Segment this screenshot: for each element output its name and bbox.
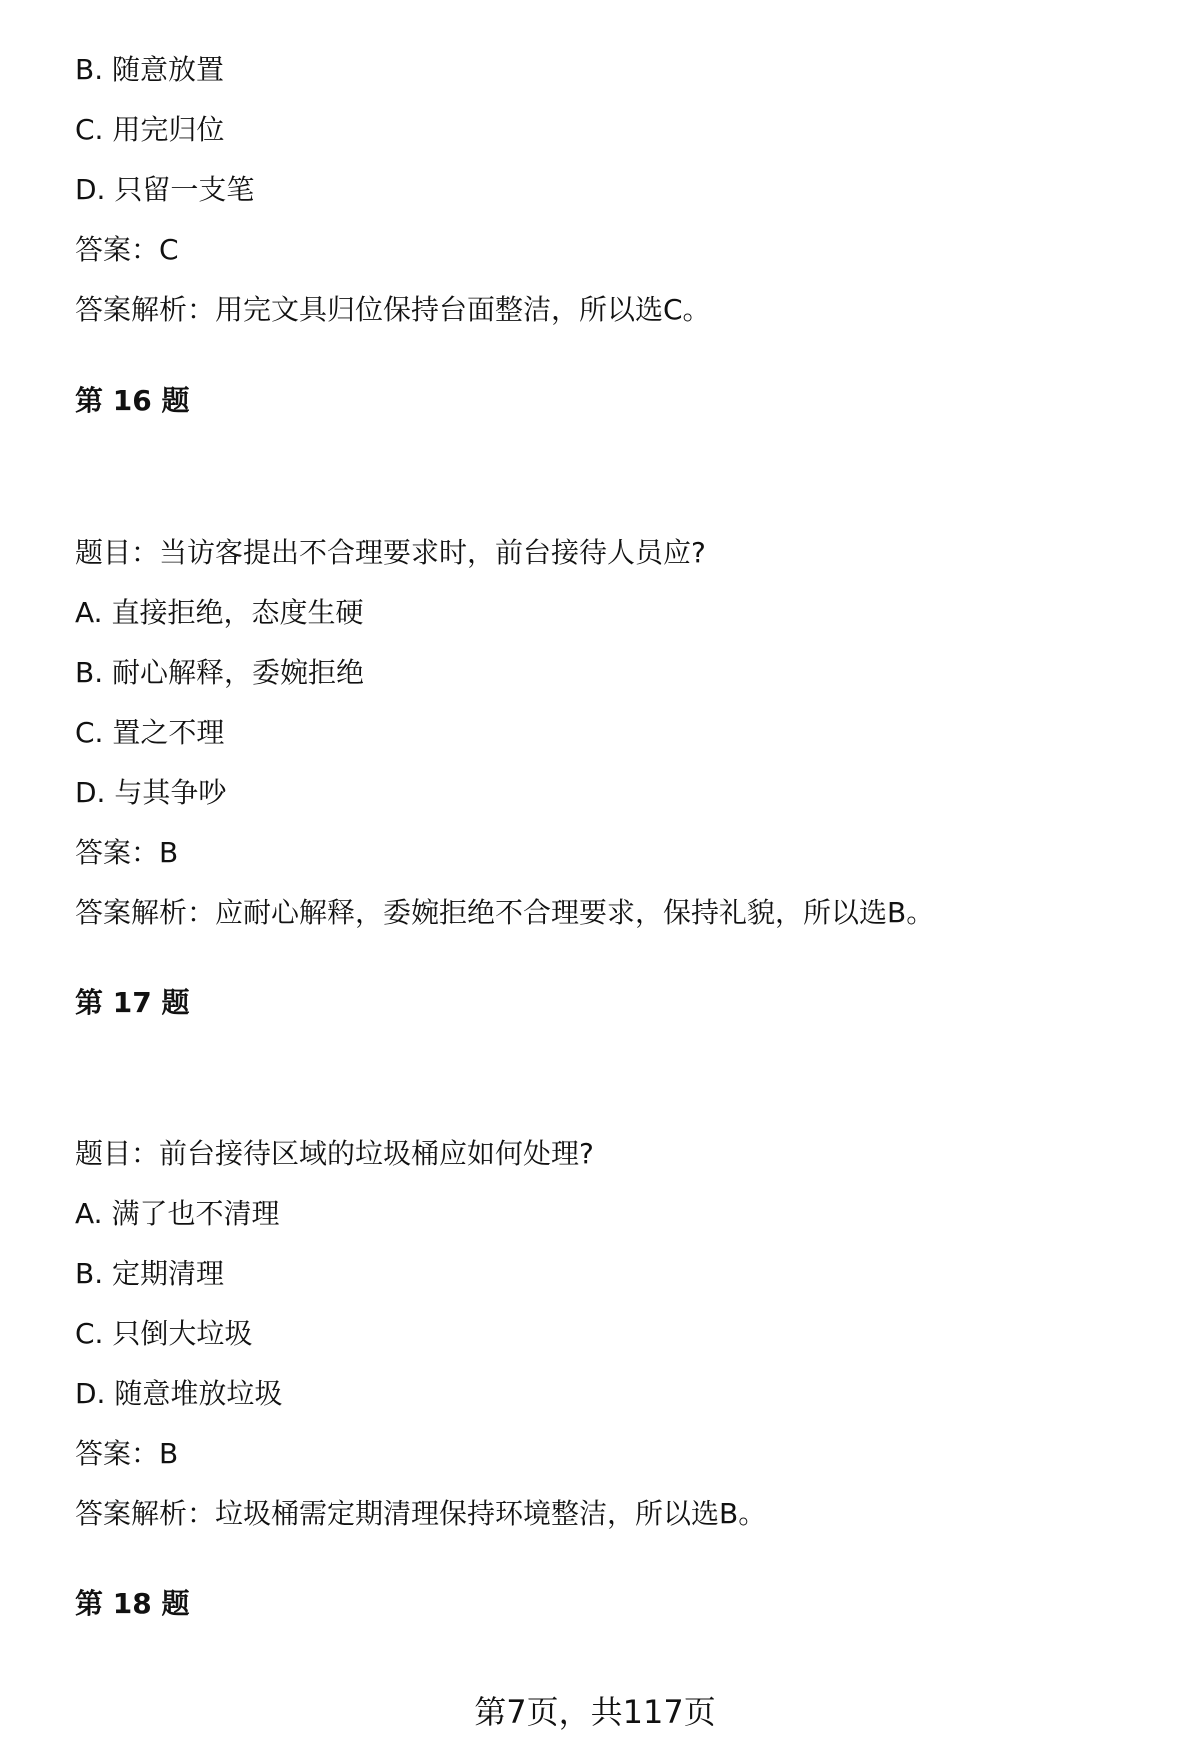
answer-explanation: 答案解析：应耐心解释，委婉拒绝不合理要求，保持礼貌，所以选B。 <box>75 896 935 929</box>
option-d: D. 随意堆放垃圾 <box>75 1377 283 1410</box>
option-b: B. 随意放置 <box>75 53 225 86</box>
option-c: C. 置之不理 <box>75 716 225 749</box>
question-heading: 第 18 题 <box>75 1587 190 1620</box>
page-footer: 第7页，共117页 <box>474 1693 716 1731</box>
option-a: A. 直接拒绝，态度生硬 <box>75 596 364 629</box>
question-heading: 第 16 题 <box>75 384 190 417</box>
answer: 答案：C <box>75 233 179 266</box>
answer: 答案：B <box>75 836 179 869</box>
answer-explanation: 答案解析：垃圾桶需定期清理保持环境整洁，所以选B。 <box>75 1497 767 1530</box>
option-d: D. 只留一支笔 <box>75 173 255 206</box>
option-b: B. 耐心解释，委婉拒绝 <box>75 656 365 689</box>
option-d: D. 与其争吵 <box>75 776 227 809</box>
question-heading: 第 17 题 <box>75 986 190 1019</box>
option-a: A. 满了也不清理 <box>75 1197 280 1230</box>
question-text: 题目：当访客提出不合理要求时，前台接待人员应? <box>75 536 706 569</box>
option-b: B. 定期清理 <box>75 1257 225 1290</box>
option-c: C. 只倒大垃圾 <box>75 1317 253 1350</box>
answer-explanation: 答案解析：用完文具归位保持台面整洁，所以选C。 <box>75 293 711 326</box>
answer: 答案：B <box>75 1437 179 1470</box>
question-text: 题目：前台接待区域的垃圾桶应如何处理? <box>75 1137 594 1170</box>
option-c: C. 用完归位 <box>75 113 225 146</box>
